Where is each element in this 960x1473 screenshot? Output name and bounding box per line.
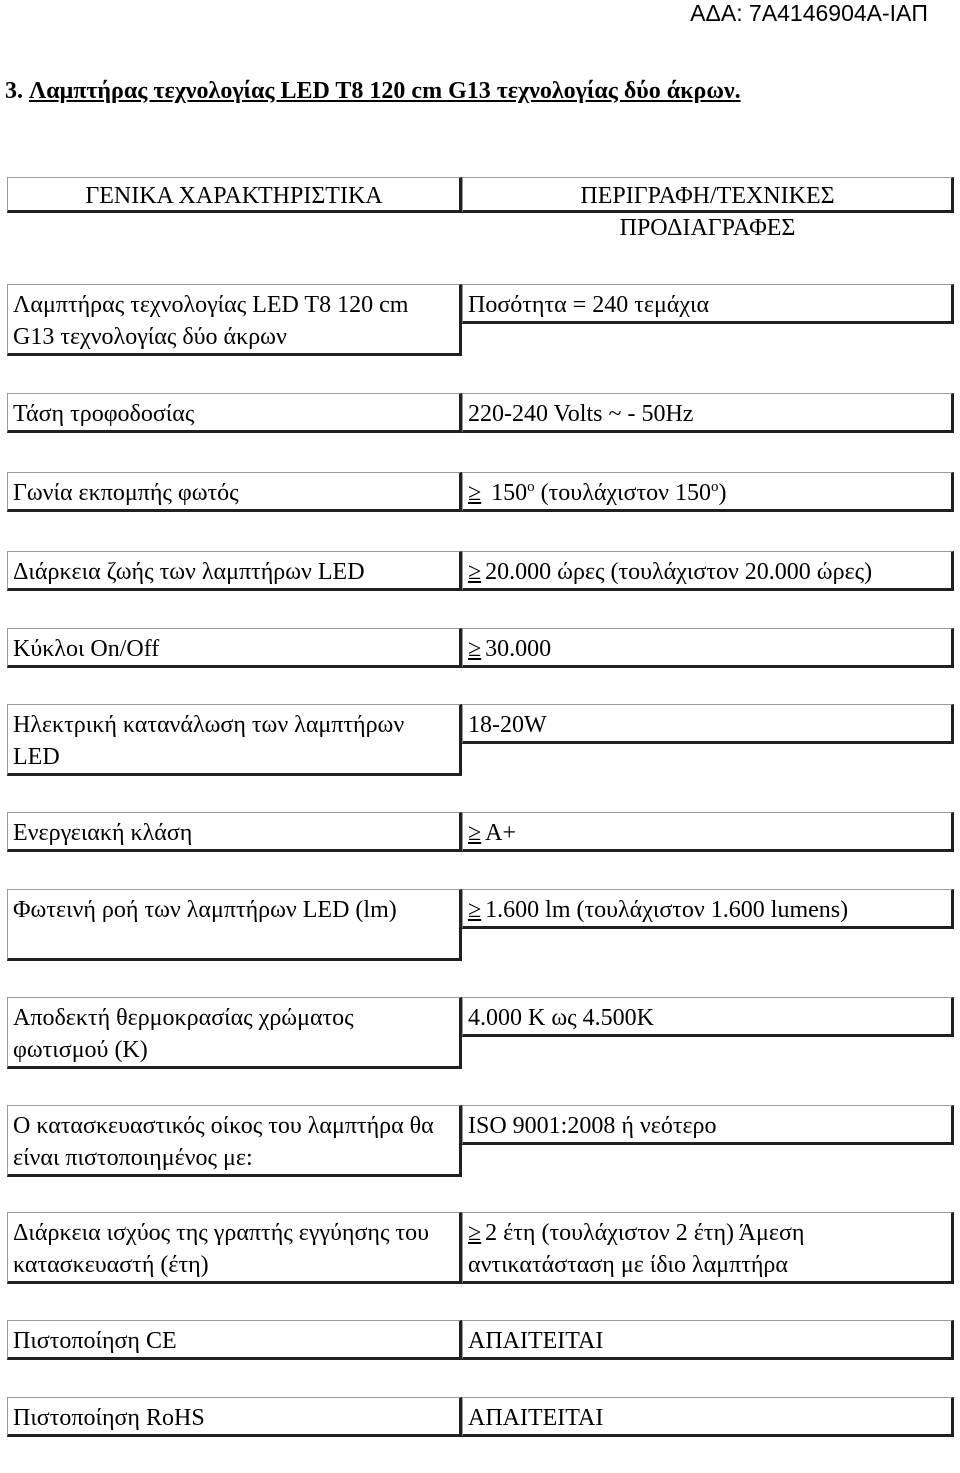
row-value: ≥ 2 έτη (τουλάχιστον 2 έτη) Άμεση αντικατάσταση με ίδιο λαμπτήρα	[462, 1212, 954, 1284]
greater-equal-symbol: ≥	[468, 480, 482, 506]
ada-identifier: ΑΔΑ: 7Α4146904Α-ΙΑΠ	[690, 0, 928, 26]
row-value: ≥ 30.000	[462, 628, 954, 668]
row-value: ΑΠΑΙΤΕΙΤΑΙ	[462, 1320, 954, 1360]
greater-equal-symbol: ≥	[468, 636, 482, 662]
row-value: ISO 9001:2008 ή νεότερο	[462, 1105, 954, 1145]
row-value: Ποσότητα = 240 τεμάχια	[462, 284, 954, 324]
section-heading	[5, 78, 741, 105]
row-label: Γωνία εκπομπής φωτός	[7, 472, 462, 512]
row-value: ≥ 20.000 ώρες (τουλάχιστον 20.000 ώρες)	[462, 551, 954, 591]
row-value: ΑΠΑΙΤΕΙΤΑΙ	[462, 1397, 954, 1437]
row-label: Πιστοποίηση CE	[7, 1320, 462, 1360]
greater-equal-symbol: ≥	[468, 820, 482, 846]
row-label: Ηλεκτρική κατανάλωση των λαμπτήρων LED	[7, 704, 462, 776]
greater-equal-symbol: ≥	[468, 559, 482, 585]
row-label: Διάρκεια ζωής των λαμπτήρων LED	[7, 551, 462, 591]
row-value: ≥ 1.600 lm (τουλάχιστον 1.600 lumens)	[462, 889, 954, 929]
row-value: ≥ A+	[462, 812, 954, 852]
greater-equal-symbol: ≥	[468, 1220, 482, 1246]
greater-equal-symbol: ≥	[468, 897, 482, 923]
row-label: Διάρκεια ισχύος της γραπτής εγγύησης του κατασκευαστή (έτη)	[7, 1212, 462, 1284]
section-title: Λαμπτήρας τεχνολογίας LED T8 120 cm G13 τεχνολογίας δύο άκρων.	[29, 78, 741, 104]
row-label: Τάση τροφοδοσίας	[7, 393, 462, 433]
row-label: Φωτεινή ροή των λαμπτήρων LED (lm)	[7, 889, 462, 961]
row-label: Ο κατασκευαστικός οίκος του λαμπτήρα θα είναι πιστοποιημένος με:	[7, 1105, 462, 1177]
section-number: 3.	[5, 78, 23, 104]
header-general-characteristics: ΓΕΝΙΚΑ ΧΑΡΑΚΤΗΡΙΣΤΙΚΑ	[7, 177, 462, 213]
header-description-specs: ΠΕΡΙΓΡΑΦΗ/ΤΕΧΝΙΚΕΣ ΠΡΟΔΙΑΓΡΑΦΕΣ	[462, 177, 954, 213]
row-label: Κύκλοι On/Off	[7, 628, 462, 668]
row-label: Αποδεκτή θερμοκρασίας χρώματος φωτισμού (K)	[7, 997, 462, 1069]
row-label: Πιστοποίηση RoHS	[7, 1397, 462, 1437]
row-value: 18-20W	[462, 704, 954, 744]
row-value: 220-240 Volts ~ - 50Hz	[462, 393, 954, 433]
row-value: 4.000 K ως 4.500K	[462, 997, 954, 1037]
row-value: ≥ $150^o$ (τουλάχιστον $150^o$)	[462, 472, 954, 512]
row-label: Λαμπτήρας τεχνολογίας LED T8 120 cm G13 τεχνολογίας δύο άκρων	[7, 284, 462, 356]
row-label: Ενεργειακή κλάση	[7, 812, 462, 852]
